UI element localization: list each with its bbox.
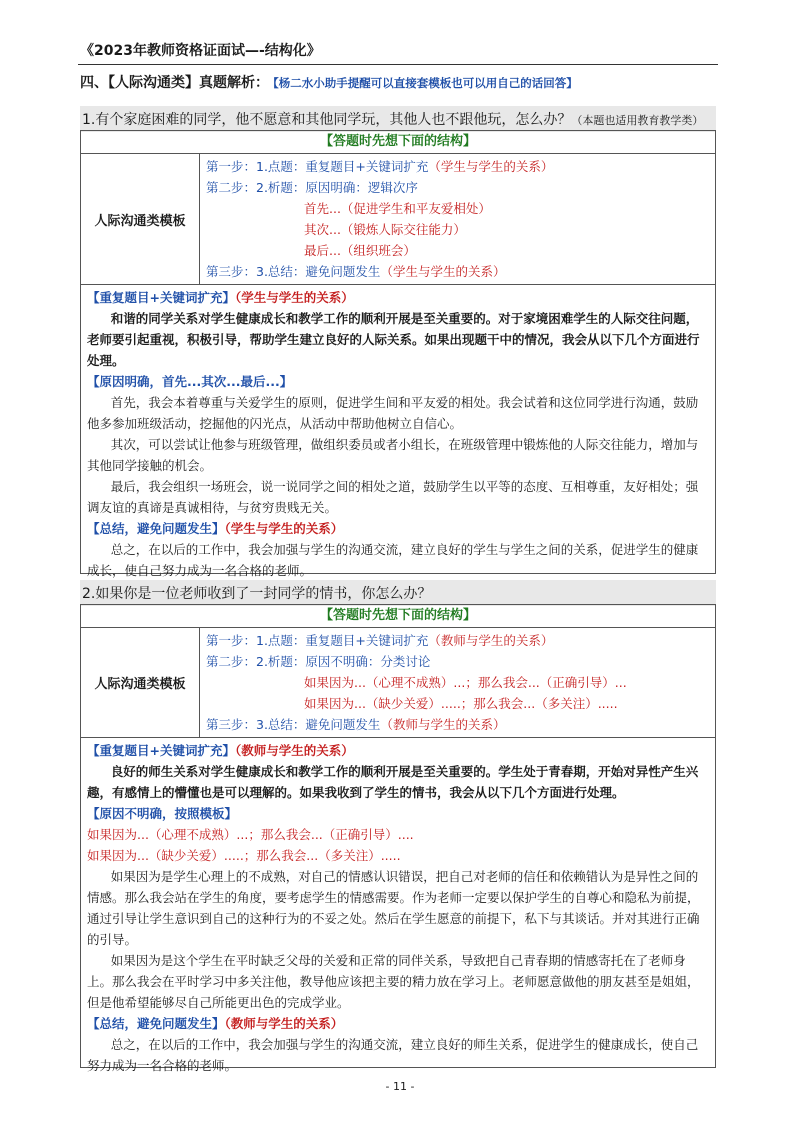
- question-2: [80, 580, 716, 606]
- answer-label-2: 【原因不明确，按照模板】: [87, 806, 238, 821]
- answer-paragraph: 如果因为是学生心理上的不成熟，对自己的情感认识错误，把自己对老师的信任和依赖错认为是异性之间的情感。那么我会站在学生的角度，要考虑学生的情感需要。作为老师一定要以保护学生的自尊心和隐私为前提，通过引导让学生意识到自己的这种行为的不妥之处。然后在学生愿意的前提下，私下与其谈话。并对其进行正确的引导。: [87, 869, 700, 947]
- structure-table: [81, 628, 715, 738]
- header-divider: [78, 64, 718, 65]
- answer-label-3: 【总结，避免问题发生】（学生与学生的关系）: [87, 521, 344, 536]
- answer-paragraph: 总之，在以后的工作中，我会加强与学生的沟通交流，建立良好的学生与学生之间的关系，促进学生的健康成长，使自己努力成为一名合格的老师。: [87, 542, 699, 578]
- step-2: 第二步：2.析题：原因不明确：分类讨论: [206, 654, 431, 669]
- case-line-2: 如果因为...（缺少关爱）.....；那么我会...（多关注）.....: [87, 848, 401, 863]
- section-heading: [80, 72, 740, 92]
- answer-label-2: 【原因明确，首先...其次...最后...】: [87, 374, 293, 389]
- step-3: 第三步：3.总结：避免问题发生: [206, 717, 381, 732]
- question-1-text: 1.有个家庭困难的同学，他不愿意和其他同学玩，其他人也不跟他玩，怎么办？: [82, 112, 572, 128]
- answer-content: [81, 738, 715, 1078]
- question-2-text: 2.如果你是一位老师收到了一封同学的情书，你怎么办？: [82, 586, 432, 602]
- answer-paragraph: 首先，我会本着尊重与关爱学生的原则，促进学生间和平友爱的相处。我会试着和这位同学进行沟通，鼓励他多参加班级活动，挖掘他的闪光点，从活动中帮助他树立自信心。: [87, 395, 699, 431]
- structure-table-title: 【答题时先想下面的结构】: [81, 605, 715, 628]
- answer-paragraph: 总之，在以后的工作中，我会加强与学生的沟通交流，建立良好的师生关系，促进学生的健康成长，使自己努力成为一名合格的老师。: [87, 1037, 699, 1073]
- step-3-relation: （教师与学生的关系）: [380, 717, 506, 732]
- template-steps: [200, 628, 715, 737]
- answer-paragraph: 最后，我会组织一场班会，说一说同学之间的相处之道，鼓励学生以平等的态度、互相尊重，友好相处；强调友谊的真谛是真诚相待，与贫穷贵贱无关。: [87, 479, 699, 515]
- answer-label-1: 【重复题目+关键词扩充】（教师与学生的关系）: [87, 743, 354, 758]
- question-1-note: （本题也适用教育教学类）: [571, 114, 704, 127]
- structure-table-title: 【答题时先想下面的结构】: [81, 131, 715, 154]
- structure-table: [81, 154, 715, 285]
- step-2-line-2: 其次...（锻炼人际交往能力）: [304, 222, 466, 237]
- step-2-line-1: 如果因为...（心理不成熟）...；那么我会...（正确引导）...: [304, 675, 627, 690]
- answer-paragraph: 良好的师生关系对学生健康成长和教学工作的顺利开展是至关重要的。学生处于青春期，开始对异性产生兴趣，有感情上的懵懂也是可以理解的。如果我收到了学生的情书，我会从以下几个方面进行处理。: [87, 764, 699, 800]
- step-1-relation: （教师与学生的关系）: [428, 633, 554, 648]
- section-hint: 【杨二水小助手提醒可以直接套模板也可以用自己的话回答】: [273, 76, 578, 90]
- step-3: 第三步：3.总结：避免问题发生: [206, 264, 381, 279]
- step-3-relation: （学生与学生的关系）: [380, 264, 506, 279]
- answer-paragraph: 如果因为是这个学生在平时缺乏父母的关爱和正常的同伴关系，导致把自己青春期的情感寄托在了老师身上。那么我会在平时学习中多关注他，教导他应该把主要的精力放在学习上。老师愿意做他的朋友甚至是姐姐，但是他希望能够尽自己所能更出色的完成学业。: [87, 953, 700, 1010]
- step-1-relation: （学生与学生的关系）: [428, 159, 554, 174]
- page-number: - 11 -: [385, 1080, 415, 1093]
- step-1: 第一步：1.点题：重复题目+关键词扩充: [206, 159, 429, 174]
- question-2-answer-box: [80, 604, 716, 1073]
- template-label: 人际沟通类模板: [81, 628, 200, 737]
- step-2-line-1: 首先...（促进学生和平友爱相处）: [304, 201, 491, 216]
- step-2-line-2: 如果因为...（缺少关爱）.....；那么我会...（多关注）.....: [304, 696, 618, 711]
- step-1: 第一步：1.点题：重复题目+关键词扩充: [206, 633, 429, 648]
- document-header: 《2023年教师资格证面试—-结构化》: [80, 43, 321, 59]
- step-2: 第二步：2.析题：原因明确：逻辑次序: [206, 180, 418, 195]
- answer-label-3: 【总结，避免问题发生】（教师与学生的关系）: [87, 1016, 344, 1031]
- answer-paragraph: 其次，可以尝试让他参与班级管理，做组织委员或者小组长，在班级管理中锻炼他的人际交往能力，增加与其他同学接触的机会。: [87, 437, 699, 473]
- answer-paragraph: 和谐的同学关系对学生健康成长和教学工作的顺利开展是至关重要的。对于家境困难学生的人际交往问题，老师要引起重视，积极引导，帮助学生建立良好的人际关系。如果出现题干中的情况，我会从以下几个方面进行处理。: [87, 311, 700, 368]
- answer-label-1: 【重复题目+关键词扩充】（学生与学生的关系）: [87, 290, 354, 305]
- question-1-answer-box: [80, 130, 716, 578]
- answer-content: [81, 285, 715, 583]
- section-title: 四、【人际沟通类】真题解析：: [80, 75, 269, 91]
- question-1: [80, 106, 716, 132]
- case-line-1: 如果因为...（心理不成熟）...；那么我会...（正确引导）....: [87, 827, 414, 842]
- template-label: 人际沟通类模板: [81, 154, 200, 284]
- step-2-line-3: 最后...（组织班会）: [304, 243, 416, 258]
- template-steps: [200, 154, 715, 284]
